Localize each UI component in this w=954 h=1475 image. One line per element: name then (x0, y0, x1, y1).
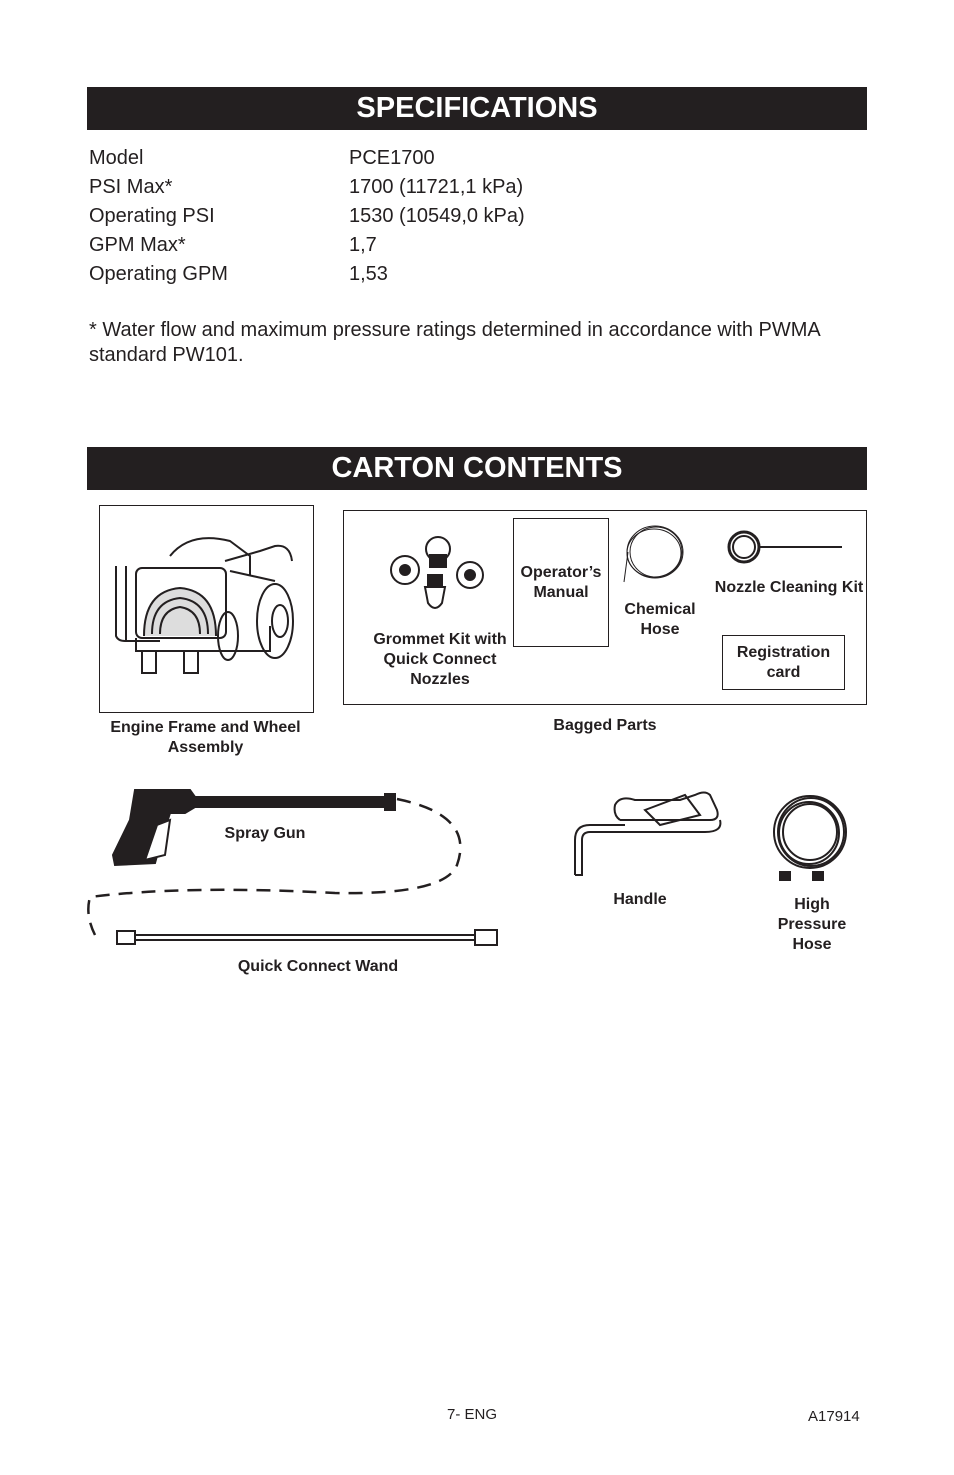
quick-connect-nozzles-illustration (380, 525, 500, 625)
engine-frame-label: Engine Frame and Wheel Assembly (110, 719, 301, 756)
operators-manual-label: Operator’s Manual (520, 564, 602, 601)
engine-frame-illustration (100, 506, 313, 712)
quick-connect-wand-label: Quick Connect Wand (237, 958, 399, 975)
engine-frame-box (99, 505, 314, 713)
spec-label-operating-psi: Operating PSI (89, 205, 215, 227)
nozzle-cleaning-kit-illustration (722, 528, 852, 568)
spec-value-operating-gpm: 1,53 (349, 263, 388, 285)
spec-label-model: Model (89, 147, 144, 169)
spray-gun-wand-illustration (85, 785, 505, 955)
high-pressure-hose-illustration (768, 792, 858, 882)
spec-value-psi-max: 1700 (11721,1 kPa) (349, 176, 524, 198)
spray-gun-label: Spray Gun (224, 825, 306, 842)
document-code: A17914 (808, 1408, 860, 1425)
spec-value-operating-psi: 1530 (10549,0 kPa) (349, 205, 525, 227)
spec-label-operating-gpm: Operating GPM (89, 263, 228, 285)
spec-label-psi-max: PSI Max* (89, 176, 173, 198)
handle-illustration (565, 790, 725, 880)
carton-contents-heading: CARTON CONTENTS (87, 447, 867, 490)
high-pressure-hose-label: High Pressure Hose (777, 896, 847, 953)
spec-value-model: PCE1700 (349, 147, 435, 169)
grommet-kit-label: Grommet Kit with Quick Connect Nozzles (373, 631, 507, 688)
chemical-hose-illustration (620, 522, 700, 592)
spec-value-gpm-max: 1,7 (349, 234, 377, 256)
page-number: 7- ENG (447, 1406, 498, 1423)
specifications-footnote: * Water flow and maximum pressure ratings determined in accordance with PWMA standard PW101. (89, 319, 820, 366)
bagged-parts-label: Bagged Parts (553, 717, 657, 734)
chemical-hose-label: Chemical Hose (624, 601, 696, 638)
registration-card-label: Registration card (736, 644, 831, 681)
nozzle-cleaning-kit-label: Nozzle Cleaning Kit (714, 579, 864, 596)
specifications-heading: SPECIFICATIONS (87, 87, 867, 130)
handle-label: Handle (613, 891, 667, 908)
spec-label-gpm-max: GPM Max* (89, 234, 186, 256)
